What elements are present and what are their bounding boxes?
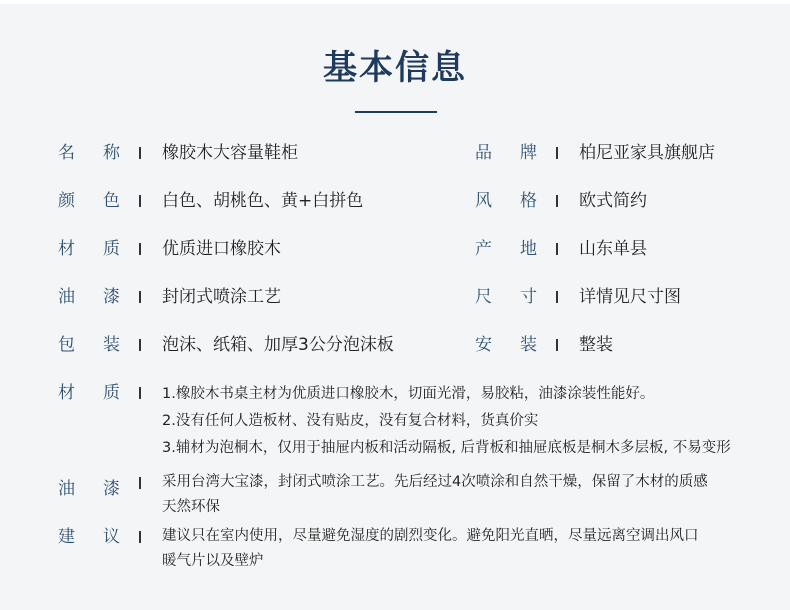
spec-row: [0, 237, 790, 261]
spec-label-right: 产 地: [475, 239, 537, 259]
top-edge: [0, 0, 790, 4]
separator: [139, 147, 141, 159]
title-underline: [355, 111, 437, 113]
spec-value-left: 泡沫、纸箱、加厚3公分泡沫板: [162, 335, 394, 355]
spec-label-left: 包 装: [58, 335, 120, 355]
spec-value-right: 整装: [579, 335, 613, 355]
separator: [556, 339, 558, 351]
separator: [139, 531, 141, 543]
spec-value-left: 优质进口橡胶木: [162, 239, 281, 259]
separator: [556, 195, 558, 207]
separator: [139, 195, 141, 207]
separator: [139, 477, 141, 489]
detail-line: 采用台湾大宝漆，封闭式喷涂工艺。先后经过4次喷涂和自然干燥，保留了木材的质感: [162, 474, 708, 490]
detail-line: 2.没有任何人造板材、没有贴皮，没有复合材料，货真价实: [162, 413, 539, 429]
page-title: 基本信息: [323, 48, 467, 88]
spec-value-left: 白色、胡桃色、黄+白拼色: [162, 191, 364, 211]
spec-value-right: 柏尼亚家具旗舰店: [579, 143, 715, 163]
detail-line: 天然环保: [162, 499, 220, 515]
separator: [556, 147, 558, 159]
spec-label-right: 安 装: [475, 335, 537, 355]
separator: [556, 291, 558, 303]
separator: [139, 243, 141, 255]
spec-value-right: 详情见尺寸图: [579, 287, 681, 307]
detail-line: 3.辅材为泡桐木，仅用于抽屉内板和活动隔板, 后背板和抽屉底板是桐木多层板, 不易变形: [162, 440, 731, 456]
spec-value-right: 山东单县: [579, 239, 647, 259]
detail-label: 油 漆: [58, 479, 120, 499]
spec-row: [0, 141, 790, 165]
separator: [556, 243, 558, 255]
detail-label: 材 质: [58, 383, 120, 403]
spec-row: [0, 189, 790, 213]
spec-row: [0, 333, 790, 357]
spec-label-right: 尺 寸: [475, 287, 537, 307]
spec-value-left: 封闭式喷涂工艺: [162, 287, 281, 307]
spec-value-right: 欧式简约: [579, 191, 647, 211]
detail-line: 1.橡胶木书桌主材为优质进口橡胶木，切面光滑，易胶粘，油漆涂装性能好。: [162, 386, 655, 402]
detail-line: 暖气片以及壁炉: [162, 553, 264, 569]
detail-line: 建议只在室内使用，尽量避免湿度的剧烈变化。避免阳光直晒，尽量远离空调出风口: [162, 528, 699, 544]
spec-label-left: 油 漆: [58, 287, 120, 307]
spec-label-left: 材 质: [58, 239, 120, 259]
spec-row: [0, 285, 790, 309]
separator: [139, 387, 141, 399]
spec-label-left: 名 称: [58, 143, 120, 163]
spec-label-left: 颜 色: [58, 191, 120, 211]
spec-label-right: 风 格: [475, 191, 537, 211]
separator: [139, 291, 141, 303]
spec-value-left: 橡胶木大容量鞋柜: [162, 143, 298, 163]
detail-label: 建 议: [58, 527, 120, 547]
separator: [139, 339, 141, 351]
spec-label-right: 品 牌: [475, 143, 537, 163]
